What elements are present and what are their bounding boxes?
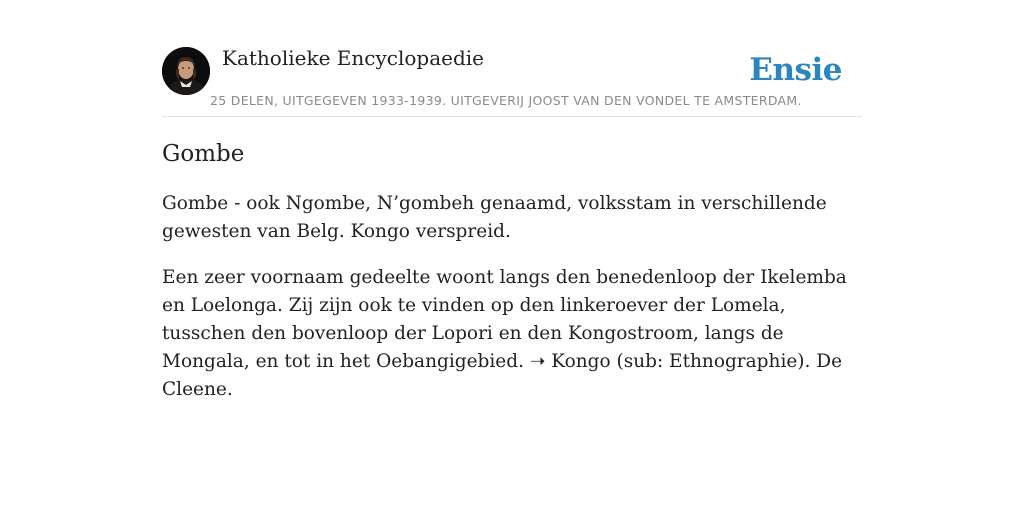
article-title: Gombe xyxy=(162,141,245,167)
article-paragraph: Een zeer voornaam gedeelte woont langs den benedenloop der Ikelemba en Loelonga. Zij zijn ook te vinden op den linkeroever der Lomela, tusschen den bovenloop der Lopori en den Kongostroom, langs de Mongala, en tot in het Oebangigebied. ➝ Kongo (sub: Ethnographie). De Cleene. xyxy=(162,267,847,400)
source-title[interactable]: Katholieke Encyclopaedie xyxy=(222,46,484,70)
brand-logo-link[interactable]: Ensie xyxy=(749,52,842,88)
source-header xyxy=(162,44,862,117)
source-subtitle: 25 DELEN, UITGEGEVEN 1933-1939. UITGEVERIJ JOOST VAN DEN VONDEL TE AMSTERDAM. xyxy=(210,93,802,108)
article-paragraph: Gombe - ook Ngombe, N’gombeh genaamd, volksstam in verschillende gewesten van Belg. Kongo verspreid. xyxy=(162,193,827,242)
article xyxy=(162,138,862,422)
portrait-icon xyxy=(162,47,210,95)
source-avatar-icon[interactable] xyxy=(162,47,210,95)
